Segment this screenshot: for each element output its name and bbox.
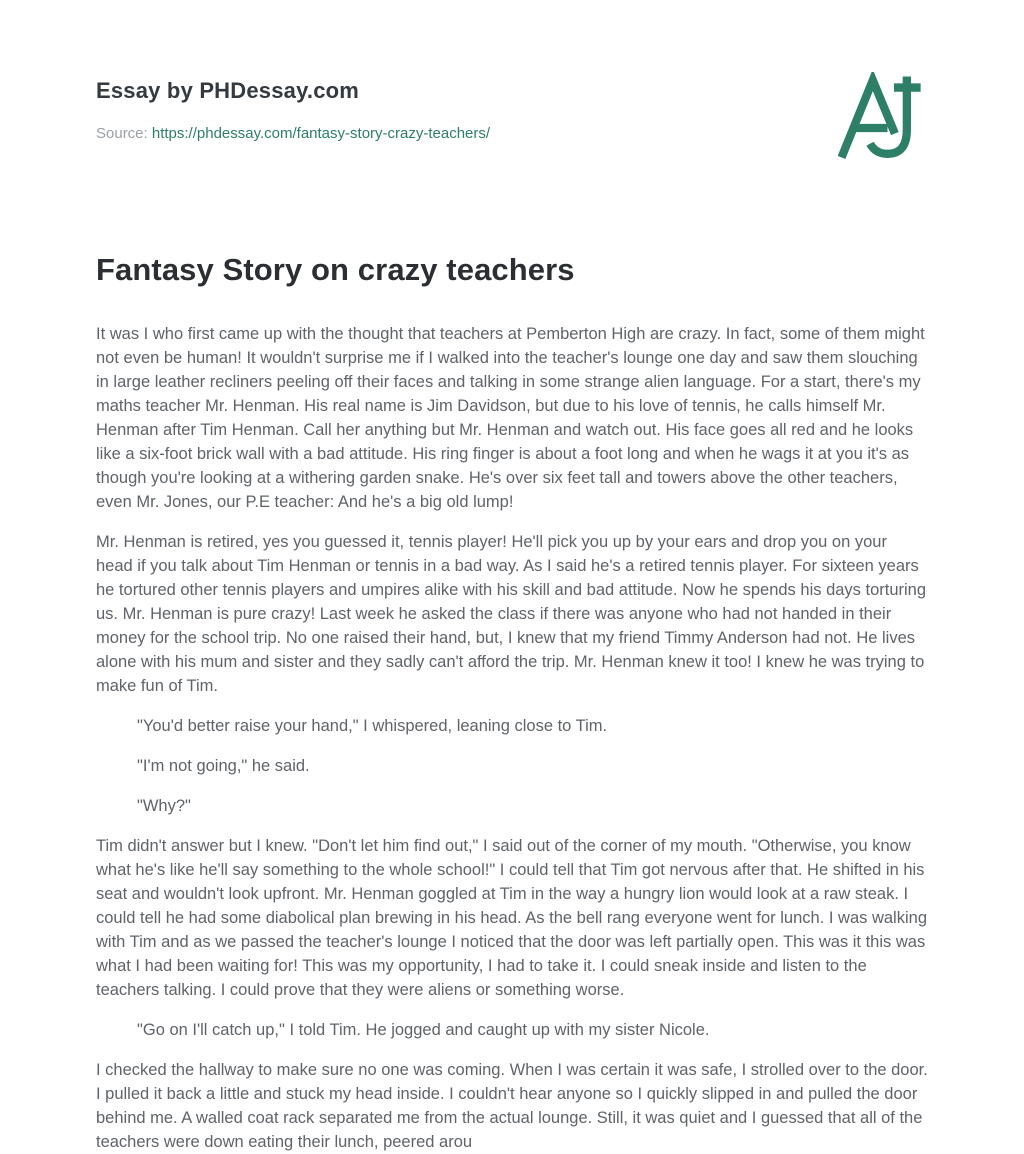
dialogue-line: "Why?" <box>137 797 191 815</box>
essay-by-title: Essay by PHDessay.com <box>96 78 360 103</box>
dialogue-line: "You'd better raise your hand," I whispered, leaning close to Tim. <box>137 717 608 735</box>
essay-title: Fantasy Story on crazy teachers <box>96 252 575 287</box>
essay-paragraph: It was I who first came up with the thought that teachers at Pemberton High are crazy. In fact, some of them might not even be human! It wouldn't surprise me if I walked into the teacher's lounge one day and saw them slouching in large leather recliners peeling off their faces and talking in some strange alien language. For a start, there's my maths teacher Mr. Henman. His real name is Jim Davidson, but due to his love of tennis, he calls himself Mr. Henman after Tim Henman. Call her anything but Mr. Henman and watch out. His face goes all red and he looks like a six-foot brick wall with a bad attitude. His ring finger is about a foot long and when he wags it at you it's as though you're looking at a withering garden snake. He's over six feet tall and towers above the other teachers, even Mr. Jones, our P.E teacher: And he's a big old lump! <box>96 325 925 511</box>
essay-paragraph: Mr. Henman is retired, yes you guessed it, tennis player! He'll pick you up by your ears and drop you on your head if you talk about Tim Henman or tennis in a bad way. As I said he's a retired tennis player. For sixteen years he tortured other tennis players and umpires alike with his skill and bad attitude. Now he spends his days torturing us. Mr. Henman is pure crazy! Last week he asked the class if there was anyone who had not handed in their money for the school trip. No one raised their hand, but, I knew that my friend Timmy Anderson had not. He lives alone with his mum and sister and they sadly can't afford the trip. Mr. Henman knew it too! I knew he was trying to make fun of Tim. <box>96 533 927 695</box>
dialogue-line: "Go on I'll catch up," I told Tim. He jogged and caught up with my sister Nicole. <box>137 1021 710 1039</box>
page-header <box>96 76 928 162</box>
essay-paragraph: Tim didn't answer but I knew. "Don't let him find out," I said out of the corner of my mouth. "Otherwise, you know what he's like he'll say something to the whole school!" I could tell that Tim got nervous after that. He shifted in his seat and wouldn't look upfront. Mr. Henman goggled at Tim in the way a hungry lion would look at a raw steak. I could tell he had some diabolical plan brewing in his head. As the bell rang everyone went for lunch. I was walking with Tim and as we passed the teacher's lounge I noticed that the door was left partially open. This was it this was what I had been waiting for! This was my opportunity, I had to take it. I could sneak inside and listen to the teachers talking. I could prove that they were aliens or something worse. <box>96 837 927 999</box>
source-line <box>96 125 490 142</box>
phdessay-logo-icon <box>836 72 928 162</box>
dialogue-line: "I'm not going," he said. <box>137 757 310 775</box>
essay-body <box>96 322 928 1154</box>
source-link[interactable]: https://phdessay.com/fantasy-story-crazy-teachers/ <box>151 125 491 142</box>
header-left <box>96 76 490 142</box>
essay-paragraph: I checked the hallway to make sure no one was coming. When I was certain it was safe, I strolled over to the door. I pulled it back a little and stuck my head inside. I couldn't hear anyone so I quickly slipped in and pulled the door behind me. A walled coat rack separated me from the actual lounge. Still, it was quiet and I guessed that all of the teachers were down eating their lunch, peered arou <box>96 1061 928 1151</box>
source-label: Source: <box>96 125 148 142</box>
